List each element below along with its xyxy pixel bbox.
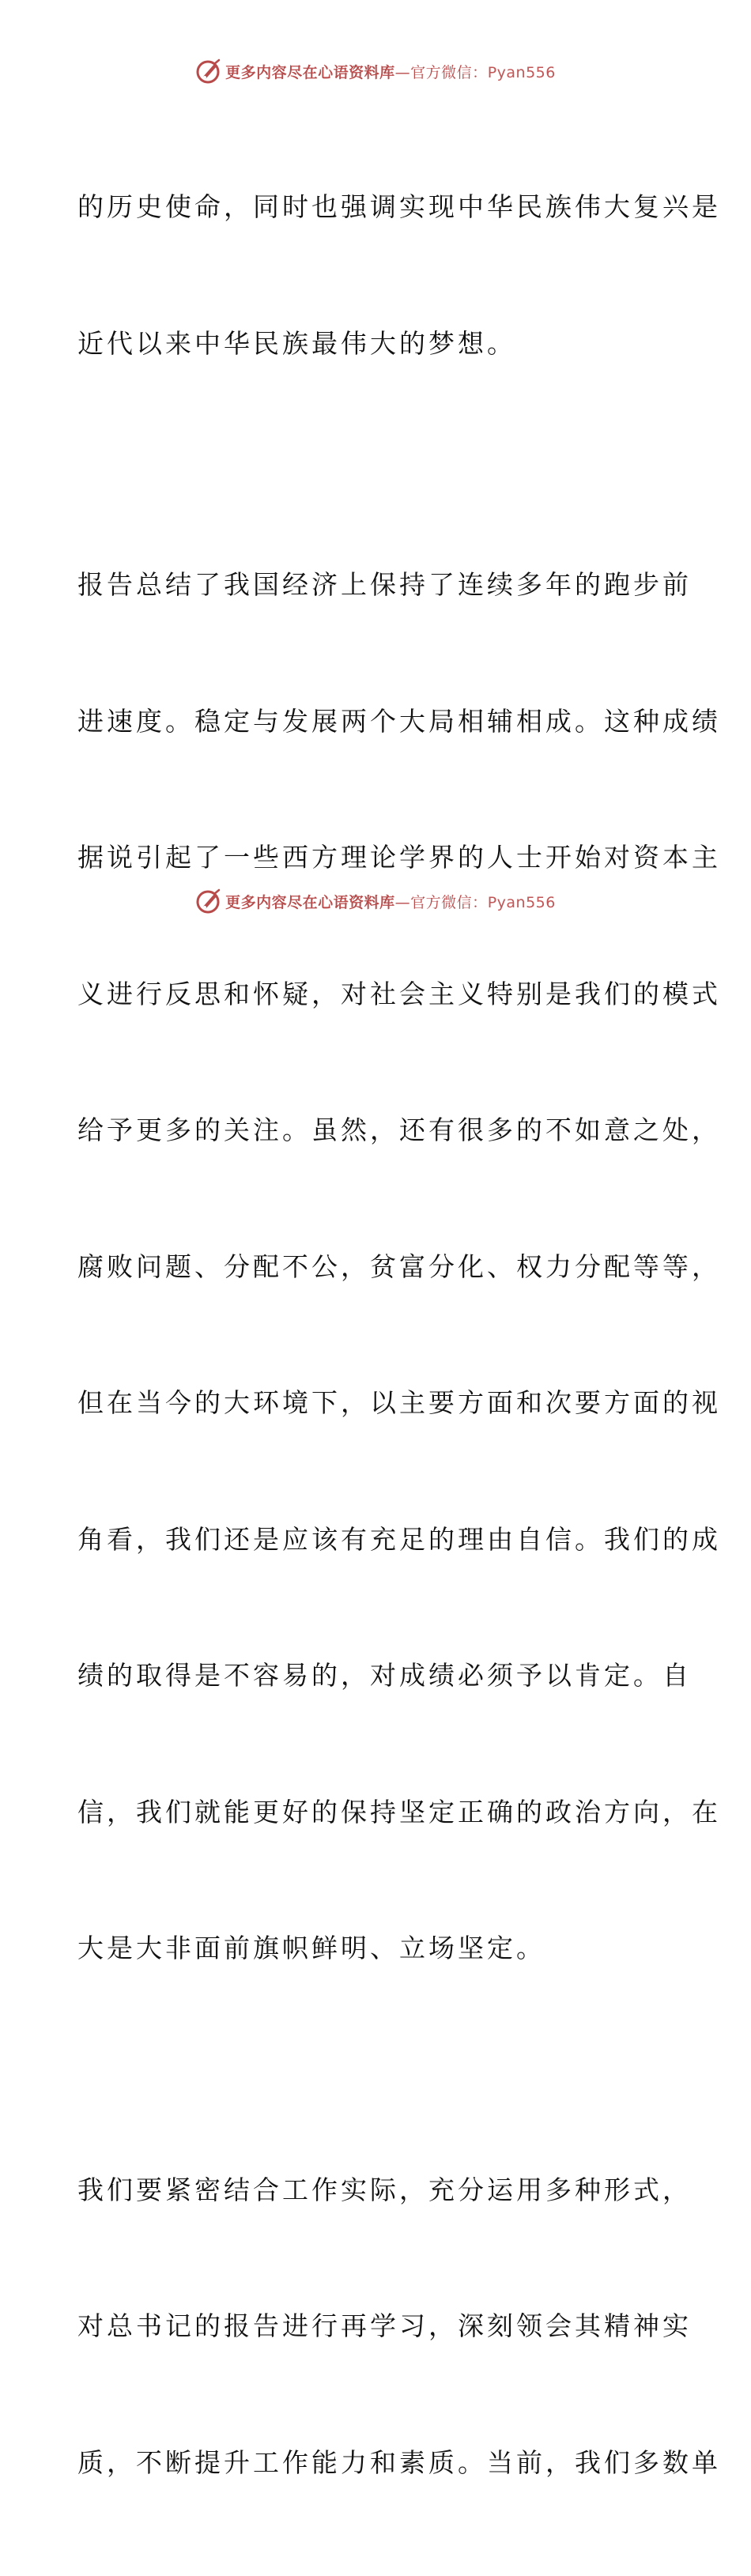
watermark-wechat-id: Pyan556 bbox=[488, 64, 556, 81]
text-line: 近代以来中华民族最伟大的梦想。 bbox=[77, 321, 678, 367]
text-line: 角看，我们还是应该有充足的理由自信。我们的成 bbox=[77, 1517, 678, 1563]
watermark-separator: — bbox=[395, 894, 411, 911]
paragraph-1 bbox=[77, 93, 678, 457]
text-line: 报告总结了我国经济上保持了连续多年的跑步前 bbox=[77, 562, 678, 608]
text-line: 质，不断提升工作能力和素质。当前，我们多数单 bbox=[77, 2440, 678, 2486]
text-line: 腐败问题、分配不公，贫富分化、权力分配等等， bbox=[77, 1244, 678, 1290]
watermark-wechat-label: 官方微信： bbox=[410, 894, 488, 911]
watermark-wechat-label: 官方微信： bbox=[410, 64, 488, 81]
watermark-separator: — bbox=[395, 64, 411, 81]
text-line: 的历史使命，同时也强调实现中华民族伟大复兴是 bbox=[77, 184, 678, 230]
watermark-site-text: 更多内容尽在心语资料库 bbox=[225, 64, 395, 81]
text-line: 我们要紧密结合工作实际，充分运用多种形式， bbox=[77, 2167, 678, 2213]
text-line: 但在当今的大环境下，以主要方面和次要方面的视 bbox=[77, 1380, 678, 1426]
watermark-banner-top bbox=[0, 55, 751, 87]
watermark-text bbox=[225, 891, 556, 912]
quill-seal-icon bbox=[195, 58, 222, 85]
watermark-site-text: 更多内容尽在心语资料库 bbox=[225, 894, 395, 911]
watermark-wechat-id: Pyan556 bbox=[488, 894, 556, 911]
paragraph-2 bbox=[77, 471, 678, 2062]
quill-seal-icon bbox=[195, 888, 222, 915]
paragraph-3 bbox=[77, 2076, 678, 2576]
text-line: 进速度。稳定与发展两个大局相辅相成。这种成绩 bbox=[77, 699, 678, 745]
text-line: 义进行反思和怀疑，对社会主义特别是我们的模式 bbox=[77, 971, 678, 1017]
text-line: 大是大非面前旗帜鲜明、立场坚定。 bbox=[77, 1925, 678, 1971]
watermark-banner-bottom bbox=[0, 885, 751, 917]
text-line: 对总书记的报告进行再学习，深刻领会其精神实 bbox=[77, 2303, 678, 2349]
watermark-text bbox=[225, 61, 556, 82]
text-line: 据说引起了一些西方理论学界的人士开始对资本主 bbox=[77, 835, 678, 881]
text-line: 给予更多的关注。虽然，还有很多的不如意之处， bbox=[77, 1107, 678, 1153]
document-body bbox=[77, 93, 678, 2576]
text-line: 绩的取得是不容易的，对成绩必须予以肯定。自 bbox=[77, 1653, 678, 1699]
text-line: 信，我们就能更好的保持坚定正确的政治方向，在 bbox=[77, 1790, 678, 1835]
